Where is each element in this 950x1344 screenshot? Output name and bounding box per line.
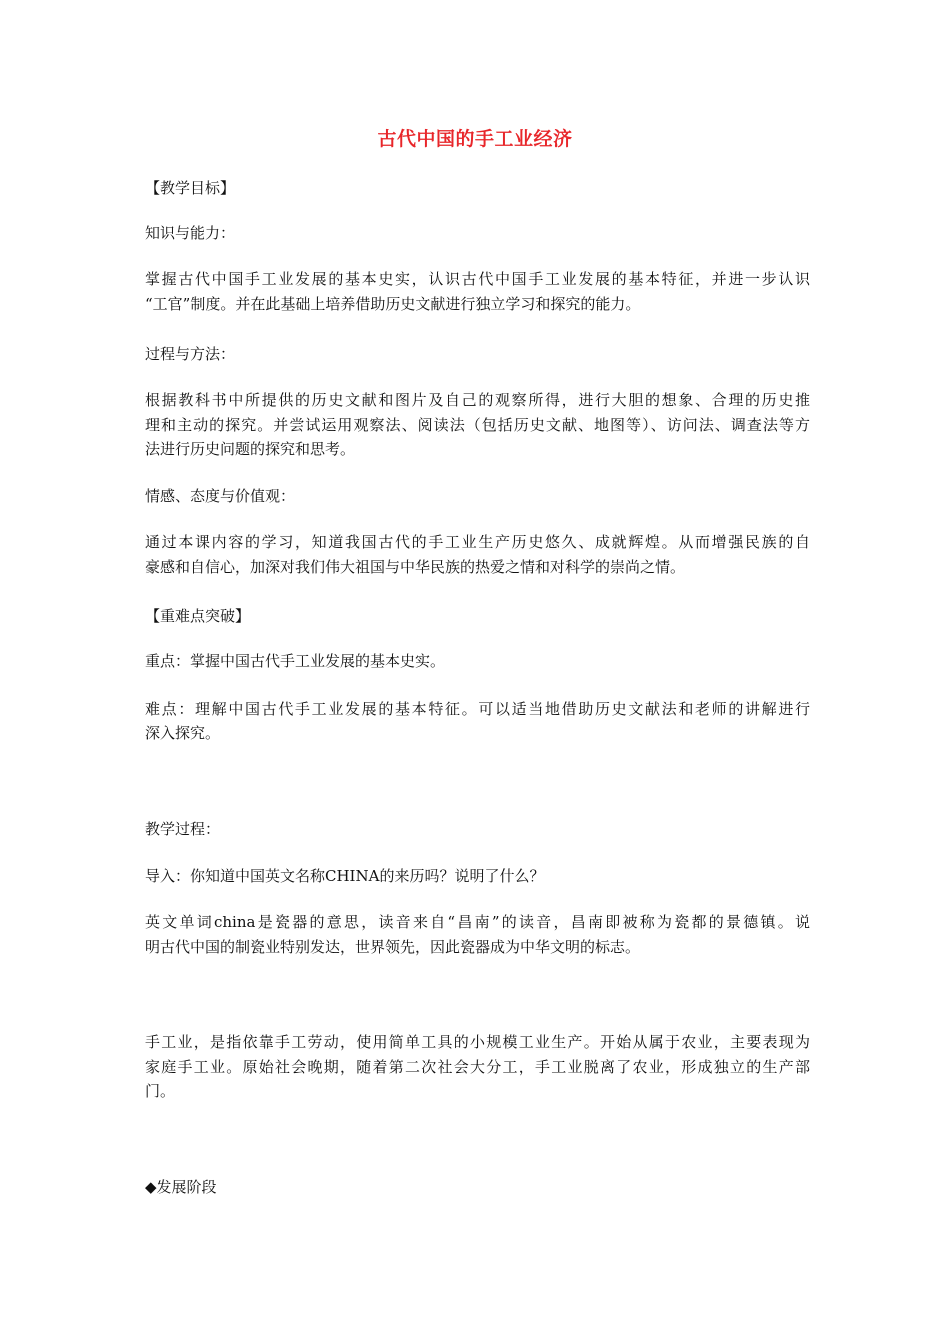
intro-answer-line-2: 明古代中国的制瓷业特别发达，世界领先，因此瓷器成为中华文明的标志。	[145, 938, 641, 956]
handicraft-definition-line-1: 手工业，是指依靠手工劳动，使用简单工具的小规模工业生产。开始从属于农业，主要表现为	[145, 1033, 810, 1051]
handicraft-definition-line-3: 门。	[145, 1082, 176, 1100]
development-stage-heading: ◆发展阶段	[145, 1178, 217, 1196]
objectives-heading: 【教学目标】	[145, 179, 236, 197]
keypoints-heading: 【重难点突破】	[145, 607, 251, 625]
process-text-line-2: 理和主动的探究。并尝试运用观察法、阅读法（包括历史文献、地图等）、访问法、调查法等方	[145, 416, 810, 434]
difficult-point-line-2: 深入探究。	[145, 724, 221, 742]
knowledge-text-line-2: “工官”制度。并在此基础上培养借助历史文献进行独立学习和探究的能力。	[145, 295, 641, 313]
difficult-point-line-1: 难点：理解中国古代手工业发展的基本特征。可以适当地借助历史文献法和老师的讲解进行	[145, 700, 810, 718]
intro-answer-line-1: 英文单词china是瓷器的意思，读音来自“昌南”的读音，昌南即被称为瓷都的景德镇。说	[145, 913, 810, 931]
process-text-line-3: 法进行历史问题的探究和思考。	[145, 440, 356, 458]
document-title: 古代中国的手工业经济	[377, 128, 573, 150]
handicraft-definition-line-2: 家庭手工业。原始社会晚期，随着第二次社会大分工，手工业脱离了农业，形成独立的生产部	[145, 1058, 810, 1076]
intro-question: 导入：你知道中国英文名称CHINA的来历吗？说明了什么？	[145, 867, 545, 885]
process-heading: 过程与方法：	[145, 345, 236, 363]
process-text-line-1: 根据教科书中所提供的历史文献和图片及自己的观察所得，进行大胆的想象、合理的历史推	[145, 391, 810, 409]
knowledge-text-line-1: 掌握古代中国手工业发展的基本史实，认识古代中国手工业发展的基本特征，并进一步认识	[145, 270, 810, 288]
attitude-heading: 情感、态度与价值观：	[145, 487, 296, 505]
knowledge-heading: 知识与能力：	[145, 224, 236, 242]
attitude-text-line-1: 通过本课内容的学习，知道我国古代的手工业生产历史悠久、成就辉煌。从而增强民族的自	[145, 533, 810, 551]
attitude-text-line-2: 豪感和自信心，加深对我们伟大祖国与中华民族的热爱之情和对科学的崇尚之情。	[145, 558, 686, 576]
key-point: 重点：掌握中国古代手工业发展的基本史实。	[145, 652, 446, 670]
teaching-process-label: 教学过程：	[145, 820, 221, 838]
